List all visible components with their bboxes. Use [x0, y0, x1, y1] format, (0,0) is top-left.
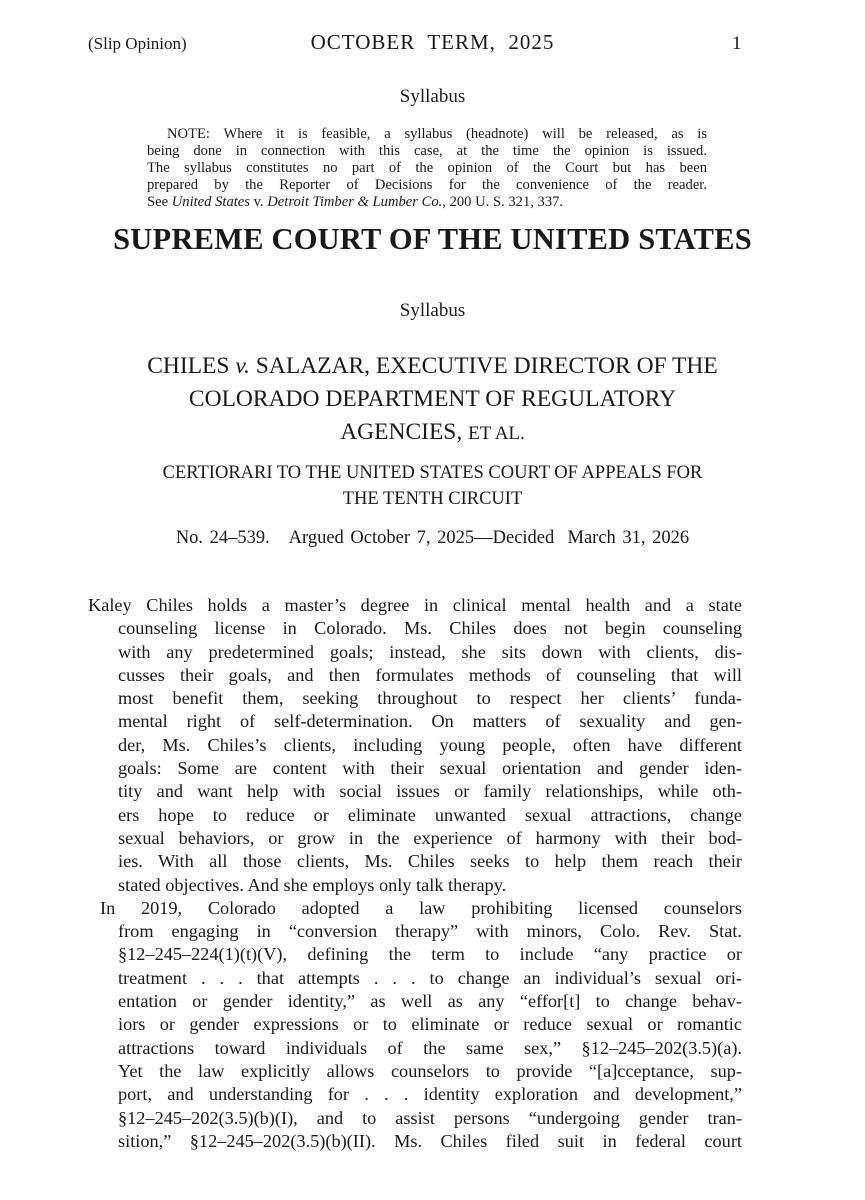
p1-line-4: cusses their goals, and then formulates methods of counseling that will — [118, 664, 742, 685]
caption-et-al: ET AL. — [468, 423, 525, 444]
p2-line-10: §12–245–202(3.5)(b)(I), and to assist persons “undergoing gender tran- — [118, 1107, 742, 1128]
p2-line-6: iors or gender expressions or to eliminate or reduce sexual or romantic — [118, 1014, 742, 1035]
p2-line-7: attractions toward individuals of the same sex,” §12–245–202(3.5)(a). — [118, 1037, 742, 1058]
court-title: SUPREME COURT OF THE UNITED STATES — [113, 222, 752, 256]
note-see-v: v. — [249, 194, 268, 210]
caption-line-3 — [100, 416, 765, 450]
note-line-5 — [147, 194, 707, 211]
certiorari-line — [100, 460, 765, 512]
note-see-cite: 200 U. S. 321, 337. — [445, 194, 564, 210]
slip-opinion-label: (Slip Opinion) — [88, 34, 187, 53]
caption-versus: v. — [235, 353, 250, 379]
paragraph-1 — [88, 594, 742, 897]
p1-line-13: stated objectives. And she employs only talk therapy. — [118, 874, 507, 895]
p1-line-6: mental right of self-determination. On matters of sexuality and gen- — [118, 711, 742, 732]
caption-agencies: AGENCIES, — [340, 419, 469, 445]
p1-line-11: sexual behaviors, or grow in the experience of harmony with their bod- — [118, 827, 742, 848]
p2-line-2: from engaging in “conversion therapy” with minors, Colo. Rev. Stat. — [118, 921, 742, 942]
page-number: 1 — [732, 33, 742, 54]
p2-line-1: In 2019, Colorado adopted a law prohibiting licensed counselors — [100, 897, 742, 918]
syllabus-body — [88, 594, 742, 1153]
p2-line-5: entation or gender identity,” as well as any “effor[t] to change behav- — [118, 991, 742, 1012]
certiorari-line-2: THE TENTH CIRCUIT — [342, 489, 523, 509]
paragraph-2 — [88, 897, 742, 1153]
caption-line-2: COLORADO DEPARTMENT OF REGULATORY — [188, 386, 677, 412]
syllabus-heading: Syllabus — [399, 300, 466, 321]
p2-line-3: §12–245–224(1)(t)(V), defining the term to include “any practice or — [118, 944, 742, 965]
note-see-prefix: See — [147, 194, 172, 210]
p2-line-9: port, and understanding for . . . identity exploration and development,” — [118, 1084, 742, 1105]
caption-line-1 — [100, 350, 765, 383]
docket-text: No. 24–539. Argued October 7, 2025—Decided March 31, 2026 — [175, 528, 690, 548]
p1-line-12: ies. With all those clients, Ms. Chiles seeks to help them reach their — [118, 851, 742, 872]
p1-line-7: der, Ms. Chiles’s clients, including young people, often have different — [118, 734, 742, 755]
p1-line-3: with any predetermined goals; instead, she sits down with clients, dis- — [118, 641, 742, 662]
note-line-2: being done in connection with this case, at the time the opinion is issued. — [147, 143, 707, 159]
p1-line-2: counseling license in Colorado. Ms. Chiles does not begin counseling — [118, 618, 742, 639]
caption-party-2: SALAZAR, EXECUTIVE DIRECTOR OF THE — [249, 353, 718, 379]
p1-line-9: tity and want help with social issues or family relationships, while oth- — [118, 781, 742, 802]
headnote-note — [147, 126, 707, 211]
caption-party-1: CHILES — [147, 353, 236, 379]
note-see-case2: Detroit Timber & Lumber Co., — [267, 194, 446, 210]
term-header-text: OCTOBER TERM, 2025 — [310, 30, 555, 54]
p1-line-1: Kaley Chiles holds a master’s degree in clinical mental health and a state — [88, 595, 742, 615]
p2-line-11: sition,” §12–245–202(3.5)(b)(II). Ms. Chiles filed suit in federal court — [118, 1130, 742, 1151]
note-line-3: The syllabus constitutes no part of the opinion of the Court but has been — [147, 160, 707, 176]
note-line-4: prepared by the Reporter of Decisions for the convenience of the reader. — [147, 177, 707, 193]
syllabus-heading-top: Syllabus — [399, 86, 466, 107]
p1-line-5: most benefit them, seeking throughout to respect her clients’ funda- — [118, 688, 742, 709]
docket-info — [0, 528, 865, 549]
p2-line-8: Yet the law explicitly allows counselors to provide “[a]cceptance, sup- — [118, 1060, 742, 1081]
note-line-1: NOTE: Where it is feasible, a syllabus (headnote) will be released, as is — [167, 126, 707, 142]
case-caption — [100, 350, 765, 450]
note-see-case: United States — [171, 194, 250, 210]
p1-line-8: goals: Some are content with their sexual orientation and gender iden- — [118, 758, 742, 779]
p1-line-10: ers hope to reduce or eliminate unwanted sexual attractions, change — [118, 804, 742, 825]
p2-line-4: treatment . . . that attempts . . . to change an individual’s sexual ori- — [118, 967, 742, 988]
certiorari-line-1: CERTIORARI TO THE UNITED STATES COURT OF APPEALS FOR — [162, 463, 703, 483]
